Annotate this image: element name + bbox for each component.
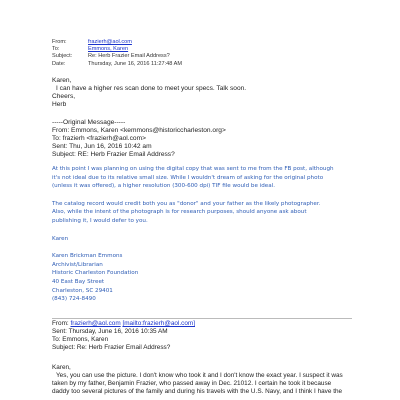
original-message-header xyxy=(52,119,226,159)
header-date-row xyxy=(52,61,182,68)
date-label: Date: xyxy=(52,60,66,67)
para1-line1: At this point I was planning on using the digital copy that was sent to me from the FB post, although xyxy=(52,166,334,172)
date-value: Thursday, June 16, 2016 11:27:48 AM xyxy=(88,60,183,67)
fwd-from-label: From: xyxy=(52,320,71,327)
original-divider: -----Original Message----- xyxy=(52,119,126,126)
subject-label: Subject: xyxy=(52,53,73,60)
para2-line2: Also, while the intent of the photograph is for research purposes, should anyone ask about xyxy=(52,209,307,216)
sig-phone: (843) 724-8490 xyxy=(52,296,96,303)
fwd-from-email-link[interactable]: frazierh@aol.com xyxy=(70,320,121,327)
para2-line3: publishing it, I would defer to you. xyxy=(52,217,148,224)
sig-org: Historic Charleston Foundation xyxy=(52,270,139,277)
original-to: To: frazierh <frazierh@aol.com> xyxy=(52,135,146,142)
herb-reply xyxy=(52,364,392,396)
email-header xyxy=(52,39,182,68)
fwd-to: To: Emmons, Karen xyxy=(52,336,109,343)
forwarded-header xyxy=(52,320,195,352)
sig-city: Charleston, SC 29401 xyxy=(52,287,113,294)
subject-value: Re: Herb Frazier Email Address? xyxy=(88,53,170,60)
fwd-mailto-link[interactable]: [mailto:frazierh@aol.com] xyxy=(122,320,195,327)
from-email-link[interactable]: frazierh@aol.com xyxy=(88,39,132,45)
karen-message xyxy=(52,165,387,304)
divider-line xyxy=(52,318,352,319)
signoff: Karen xyxy=(52,235,69,242)
to-recipient-link[interactable]: Emmons, Karen xyxy=(88,46,129,53)
to-label: To: xyxy=(52,46,60,53)
header-from-row xyxy=(52,39,182,46)
fwd-from-row xyxy=(52,320,195,328)
from-label: From: xyxy=(52,39,67,45)
para2-line1: The catalog record would credit both you as "donor" and your father as the likely photographer. xyxy=(52,200,321,207)
header-to-row xyxy=(52,46,182,53)
closing: Cheers, xyxy=(52,93,76,100)
herb-message xyxy=(52,77,246,109)
sig-title: Archivist/Librarian xyxy=(52,261,103,268)
greeting: Karen, xyxy=(52,77,72,84)
sender-name: Herb xyxy=(52,101,67,108)
sig-name: Karen Brickman Emmons xyxy=(52,253,123,260)
reply-line1: Yes, you can use the picture. I don't know who took it and I don't know the exact year. I suspect it was xyxy=(56,372,343,379)
message-body: I can have a higher res scan done to meet your specs. Talk soon. xyxy=(56,85,247,92)
paragraph-1 xyxy=(52,165,387,191)
paragraph-2 xyxy=(52,200,387,226)
sig-street: 40 East Bay Street xyxy=(52,278,105,285)
fwd-subject: Subject: Re: Herb Frazier Email Address? xyxy=(52,344,171,351)
header-subject-row xyxy=(52,53,182,60)
reply-greeting: Karen, xyxy=(52,364,71,371)
reply-line2: taken by my father, Benjamin Frazier, who passed away in Dec. 21012. I certain he took it because xyxy=(52,380,332,387)
original-subject: Subject: RE: Herb Frazier Email Address? xyxy=(52,151,175,158)
original-from: From: Emmons, Karen <kemmons@historiccharleston.org> xyxy=(52,127,226,134)
reply-line3: daddy too several pictures of the family and during his travels with the U.S. Navy, and I think I have the xyxy=(52,388,343,395)
original-sent: Sent: Thu, Jun 16, 2016 10:42 am xyxy=(52,143,152,150)
signature-block xyxy=(52,252,387,304)
para1-line2: it's not ideal due to its relative small size. While I wouldn't dream of asking for the original photo xyxy=(52,174,324,181)
fwd-sent: Sent: Thursday, June 16, 2016 10:35 AM xyxy=(52,328,168,335)
para1-line3: (unless it was offered), a higher resolution (300-600 dpi) TIF file would be ideal. xyxy=(52,183,275,190)
